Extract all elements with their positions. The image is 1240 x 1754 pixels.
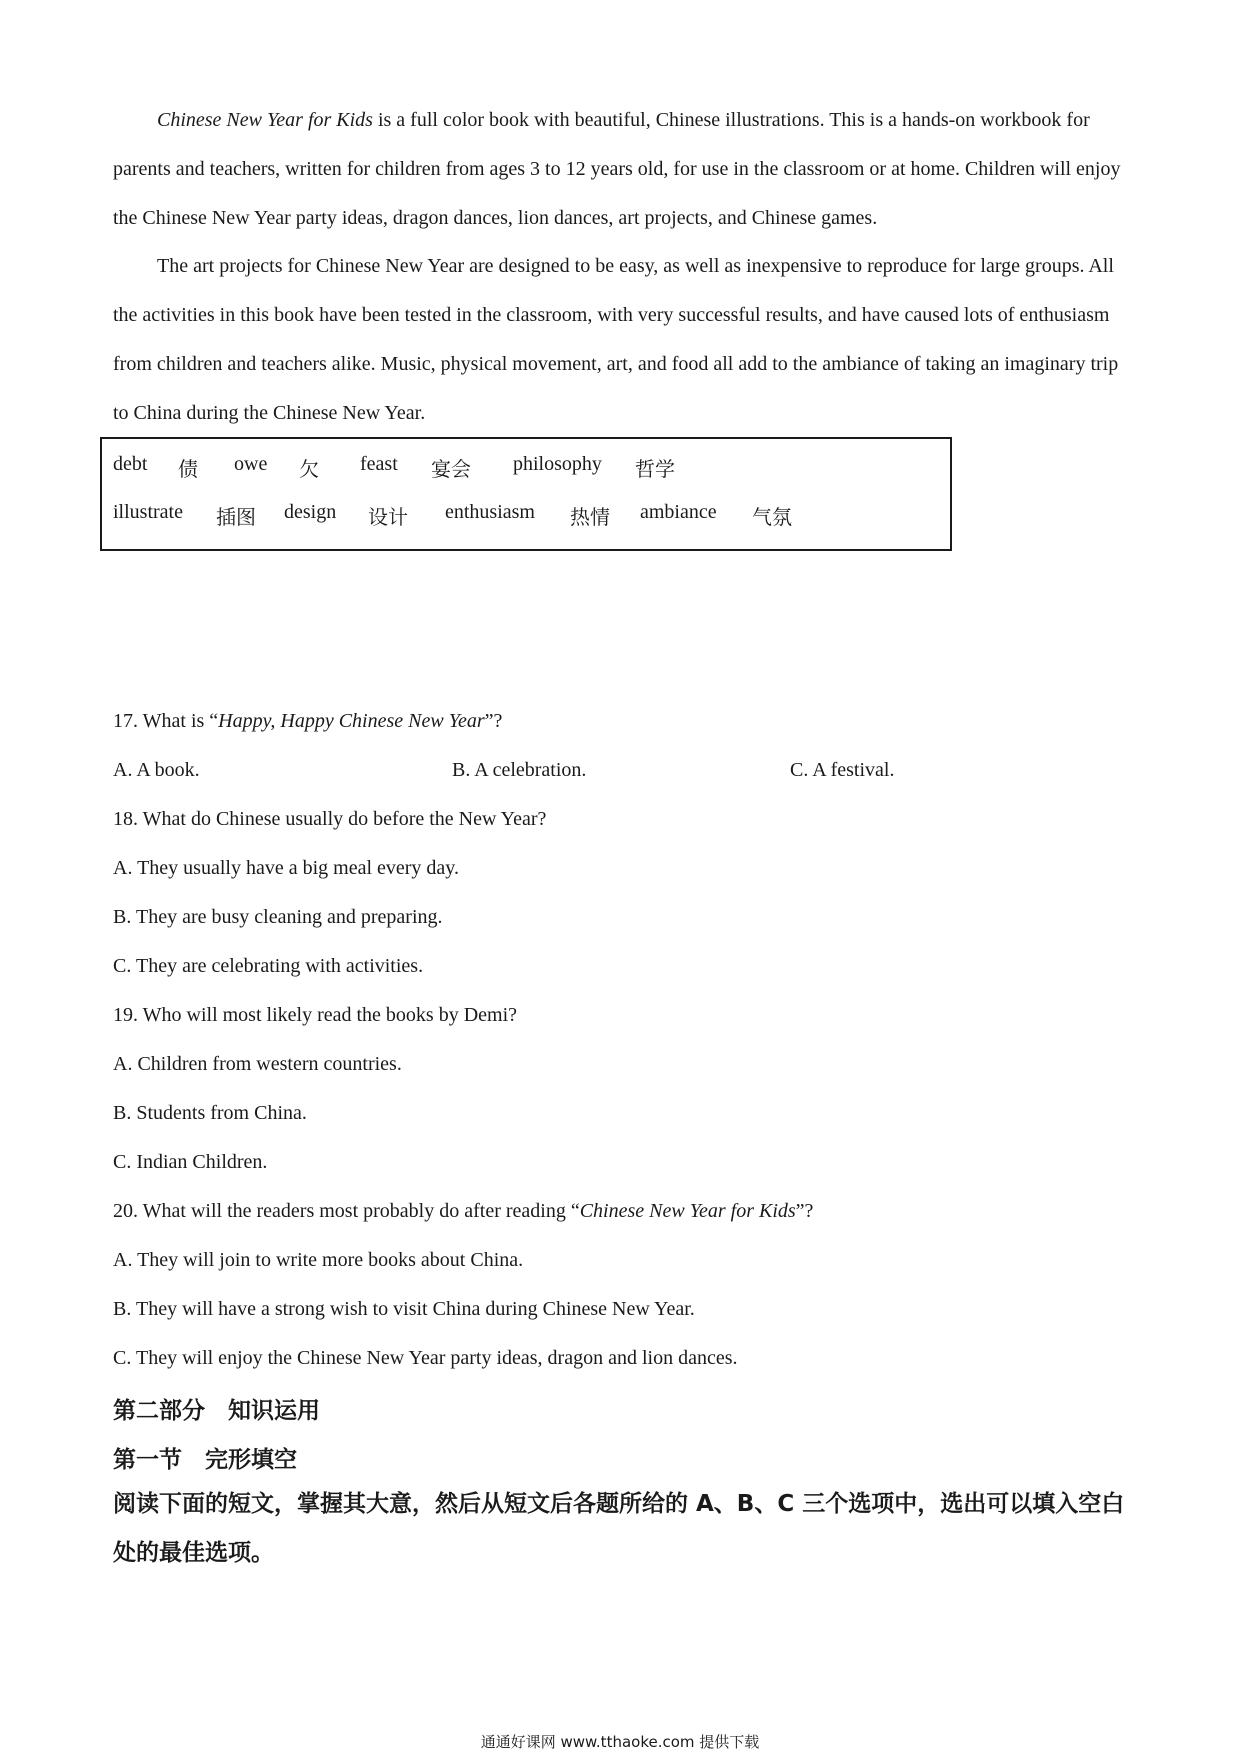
question-17-stem <box>113 710 502 733</box>
passage-paragraph-1 <box>113 96 1133 243</box>
book-title: Chinese New Year for Kids <box>157 109 373 131</box>
question-18-stem: 18. What do Chinese usually do before the New Year? <box>113 808 547 830</box>
paragraph-1-text: is a full color book with beautiful, Chinese illustrations. This is a hands-on workbook for parents and teachers, written for children from ages 3 to 12 years old, for use in the classroom or at home. Children will enjoy the Chinese New Year party ideas, dragon dances, lion dances, art projects, and Chinese games. <box>113 109 1121 229</box>
vocab-en: design <box>284 501 337 523</box>
vocab-en: enthusiasm <box>445 501 535 523</box>
vocab-cn: 气氛 <box>752 507 792 529</box>
part-title: 第二部分 知识运用 <box>113 1398 320 1424</box>
q17-stem-pre: 17. What is “ <box>113 710 219 732</box>
vocab-cn: 债 <box>178 459 198 481</box>
vocab-cn: 热情 <box>570 507 610 529</box>
q17-option-a: A. A book. <box>113 759 200 781</box>
vocab-en: feast <box>360 453 398 475</box>
vocab-cn: 哲学 <box>635 459 675 481</box>
vocab-en: illustrate <box>113 501 183 523</box>
vocabulary-box <box>100 437 952 551</box>
cloze-instruction: 阅读下面的短文，掌握其大意，然后从短文后各题所给的 A、B、C 三个选项中，选出可以填入空白处的最佳选项。 <box>113 1491 1125 1566</box>
vocab-en: philosophy <box>513 453 602 475</box>
q20-stem-title: Chinese New Year for Kids <box>579 1200 796 1222</box>
q17-stem-title: Happy, Happy Chinese New Year <box>218 710 485 732</box>
vocab-cn: 欠 <box>299 459 319 481</box>
vocab-en: debt <box>113 453 148 475</box>
q19-option-c: C. Indian Children. <box>113 1151 268 1173</box>
q18-option-b: B. They are busy cleaning and preparing. <box>113 906 443 928</box>
q18-option-c: C. They are celebrating with activities. <box>113 955 424 977</box>
question-19-stem: 19. Who will most likely read the books by Demi? <box>113 1004 518 1026</box>
q20-option-b: B. They will have a strong wish to visit China during Chinese New Year. <box>113 1298 695 1320</box>
vocab-en: ambiance <box>640 501 717 523</box>
q20-option-c: C. They will enjoy the Chinese New Year party ideas, dragon and lion dances. <box>113 1347 738 1369</box>
q19-option-a: A. Children from western countries. <box>113 1053 402 1075</box>
q20-option-a: A. They will join to write more books about China. <box>113 1249 524 1271</box>
question-20-stem <box>113 1200 813 1223</box>
vocab-cn: 宴会 <box>431 459 471 481</box>
vocab-cn: 设计 <box>368 507 408 529</box>
q17-option-c: C. A festival. <box>790 759 895 781</box>
q17-stem-post: ”? <box>484 710 503 732</box>
q17-option-b: B. A celebration. <box>452 759 587 781</box>
passage-paragraph-2: The art projects for Chinese New Year are designed to be easy, as well as inexpensive to reproduce for large groups. All the activities in this book have been tested in the classroom, with very successful results, and have caused lots of enthusiasm from children and teachers alike. Music, physical movement, art, and food all add to the ambiance of taking an imaginary trip to China during the Chinese New Year. <box>113 255 1119 424</box>
q20-stem-post: ”? <box>795 1200 814 1222</box>
page-footer: 通通好课网 www.tthaoke.com 提供下载 <box>480 1733 760 1751</box>
q18-option-a: A. They usually have a big meal every day. <box>113 857 459 879</box>
subsection-title: 第一节 完形填空 <box>113 1447 297 1473</box>
q20-stem-pre: 20. What will the readers most probably do after reading “ <box>113 1200 580 1222</box>
vocab-en: owe <box>234 453 268 475</box>
q19-option-b: B. Students from China. <box>113 1102 307 1124</box>
vocab-cn: 插图 <box>216 507 256 529</box>
